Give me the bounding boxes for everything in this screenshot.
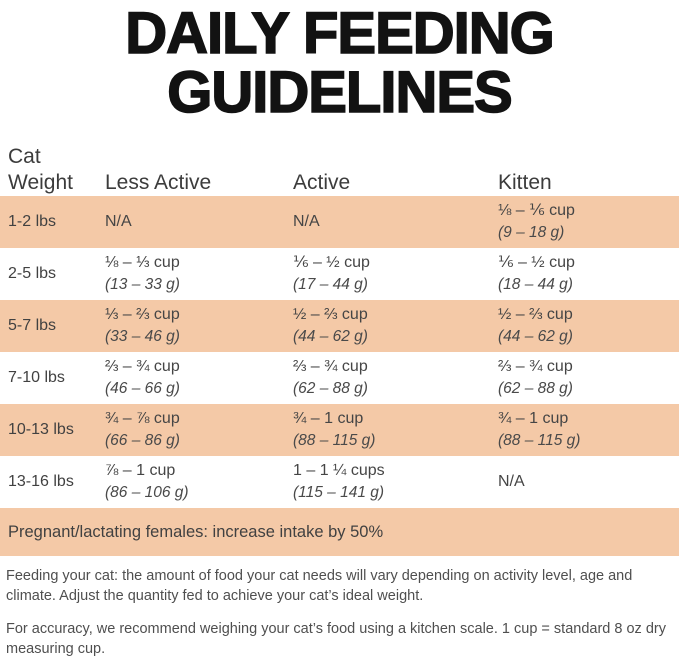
weight-cell: 7-10 lbs — [8, 369, 65, 386]
column-header-cat-weight — [8, 144, 105, 196]
kitten-cell — [498, 408, 679, 452]
column-header-kitten: Kitten — [498, 171, 552, 194]
cups-range: ¾ – 1 cup — [293, 410, 364, 427]
grams-range: (9 – 18 g) — [498, 224, 565, 241]
cups-range: N/A — [293, 213, 320, 230]
table-header-row — [0, 144, 679, 196]
cups-range: ¾ – 1 cup — [498, 410, 569, 427]
grams-range: (62 – 88 g) — [498, 380, 573, 397]
grams-range: (88 – 115 g) — [498, 432, 581, 449]
weight-cell: 5-7 lbs — [8, 317, 57, 334]
column-header-cat-weight-line2: Weight — [8, 171, 73, 194]
less-active-cell — [105, 252, 293, 296]
cups-range: ½ – ⅔ cup — [293, 306, 368, 323]
active-cell — [293, 252, 498, 296]
column-header-less-active: Less Active — [105, 171, 212, 194]
column-header-cat-weight-line1: Cat — [8, 145, 41, 168]
cups-range: ⅔ – ¾ cup — [293, 358, 368, 375]
cups-range: ⅛ – ⅓ cup — [105, 254, 180, 271]
kitten-cell — [498, 200, 679, 244]
kitten-cell — [498, 356, 679, 400]
table-row — [0, 404, 679, 456]
footnote-accuracy: For accuracy, we recommend weighing your cat’s food using a kitchen scale. 1 cup = standard 8 oz dry measuring cup. — [6, 621, 666, 657]
less-active-cell — [105, 460, 293, 504]
grams-range: (13 – 33 g) — [105, 276, 180, 293]
kitten-cell — [498, 304, 679, 348]
cups-range: ⅙ – ½ cup — [293, 254, 370, 271]
weight-cell: 1-2 lbs — [8, 213, 57, 230]
grams-range: (44 – 62 g) — [293, 328, 368, 345]
table-row — [0, 248, 679, 300]
less-active-cell — [105, 304, 293, 348]
table-row — [0, 456, 679, 508]
less-active-cell — [105, 356, 293, 400]
weight-cell: 13-16 lbs — [8, 473, 74, 490]
cups-range: N/A — [498, 473, 525, 490]
pregnant-lactating-note: Pregnant/lactating females: increase intake by 50% — [8, 522, 384, 541]
page-title-line1: DAILY FEEDING — [125, 1, 554, 66]
cups-range: ⅔ – ¾ cup — [105, 358, 180, 375]
cups-range: ⅞ – 1 cup — [105, 462, 176, 479]
cups-range: 1 – 1 ¼ cups — [293, 462, 385, 479]
grams-range: (62 – 88 g) — [293, 380, 368, 397]
less-active-cell — [105, 408, 293, 452]
grams-range: (33 – 46 g) — [105, 328, 180, 345]
active-cell — [293, 408, 498, 452]
grams-range: (17 – 44 g) — [293, 276, 368, 293]
table-row — [0, 300, 679, 352]
footnotes — [0, 556, 679, 659]
cups-range: ⅙ – ½ cup — [498, 254, 575, 271]
weight-cell: 2-5 lbs — [8, 265, 57, 282]
less-active-cell — [105, 211, 293, 233]
grams-range: (88 – 115 g) — [293, 432, 376, 449]
column-header-active: Active — [293, 171, 351, 194]
grams-range: (66 – 86 g) — [105, 432, 180, 449]
active-cell — [293, 356, 498, 400]
pregnant-lactating-banner — [0, 508, 679, 556]
cups-range: ⅛ – ⅙ cup — [498, 202, 575, 219]
table-row — [0, 352, 679, 404]
grams-range: (46 – 66 g) — [105, 380, 180, 397]
cups-range: ⅔ – ¾ cup — [498, 358, 573, 375]
grams-range: (86 – 106 g) — [105, 484, 189, 501]
page-title-line2: GUIDELINES — [167, 60, 512, 125]
cups-range: ¾ – ⅞ cup — [105, 410, 180, 427]
weight-cell: 10-13 lbs — [8, 421, 74, 438]
footnote-feeding: Feeding your cat: the amount of food your cat needs will vary depending on activity level, age and climate. Adjust the quantity fed to achieve your cat’s ideal weight. — [6, 568, 633, 604]
kitten-cell — [498, 252, 679, 296]
cups-range: ⅓ – ⅔ cup — [105, 306, 180, 323]
grams-range: (44 – 62 g) — [498, 328, 573, 345]
cups-range: ½ – ⅔ cup — [498, 306, 573, 323]
active-cell — [293, 304, 498, 348]
grams-range: (18 – 44 g) — [498, 276, 573, 293]
active-cell — [293, 211, 498, 233]
kitten-cell — [498, 471, 679, 493]
table-row — [0, 196, 679, 248]
cups-range: N/A — [105, 213, 132, 230]
page-title — [0, 0, 679, 125]
active-cell — [293, 460, 498, 504]
grams-range: (115 – 141 g) — [293, 484, 385, 501]
